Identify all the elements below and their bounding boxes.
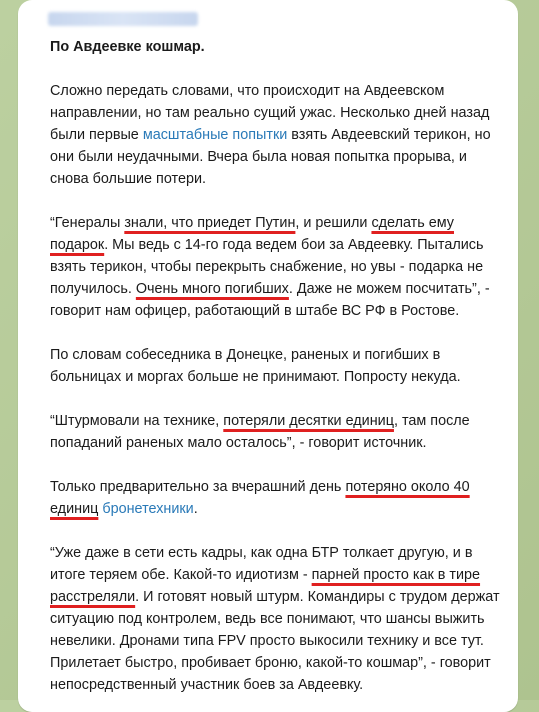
- message-text: [34, 36, 504, 696]
- highlight-underline: потеряли десятки единиц: [223, 413, 394, 429]
- channel-name-blurred: [48, 12, 198, 26]
- paragraph-5: Только предварительно за вчерашний день потеряно около 40 единиц бронетехники.: [50, 479, 470, 517]
- link-armored-vehicles[interactable]: бронетехники: [102, 501, 194, 517]
- highlight-underline: сделать ему подарок: [50, 215, 454, 253]
- paragraph-1: Сложно передать словами, что происходит на Авдеевском направлении, но там реально сущий ужас. Несколько дней назад были первые масштабные попытки взять Авдеевский терикон, но они были неудачными. Вчера была новая попытка прорыва, и снова большие потери.: [50, 83, 491, 187]
- link-large-scale-attempts[interactable]: масштабные попытки: [142, 127, 288, 143]
- highlight-underline: Очень много погибших: [135, 281, 289, 297]
- message-bubble: [18, 0, 518, 712]
- paragraph-2: “Генералы знали, что приедет Путин, и решили сделать ему подарок. Мы ведь с 14-го года ведем бои за Авдеевку. Пытались взять терикон, чтобы перекрыть снабжение, но увы - подарка не получилось. Очень много погибших. Даже не можем посчитать”, - говорит нам офицер, работающий в штабе ВС РФ в Ростове.: [50, 215, 490, 319]
- highlight-underline: потеряно около 40 единиц: [50, 479, 470, 517]
- paragraph-3: По словам собеседника в Донецке, раненых и погибших в больницах и моргах больше не принимают. Попросту некуда.: [50, 347, 461, 385]
- paragraph-4: “Штурмовали на технике, потеряли десятки единиц, там после попаданий раненых мало осталось”, - говорит источник.: [50, 413, 470, 451]
- highlight-underline: парней просто как в тире расстреляли: [50, 567, 481, 605]
- highlight-underline: знали, что приедет Путин: [124, 215, 296, 231]
- post-title: По Авдеевке кошмар.: [50, 39, 205, 55]
- paragraph-6: “Уже даже в сети есть кадры, как одна БТР толкает другую, и в итоге теряем обе. Какой-то идиотизм - парней просто как в тире расстреляли. И готовят новый штурм. Командиры с трудом держат ситуацию под контролем, ведь все понимают, что шансы выжить невелики. Дронами типа FPV просто выкосили технику и все тут. Прилетает быстро, пробивает броню, какой-то кошмар”, - говорит непосредственный участник боев за Авдеевку.: [50, 545, 500, 693]
